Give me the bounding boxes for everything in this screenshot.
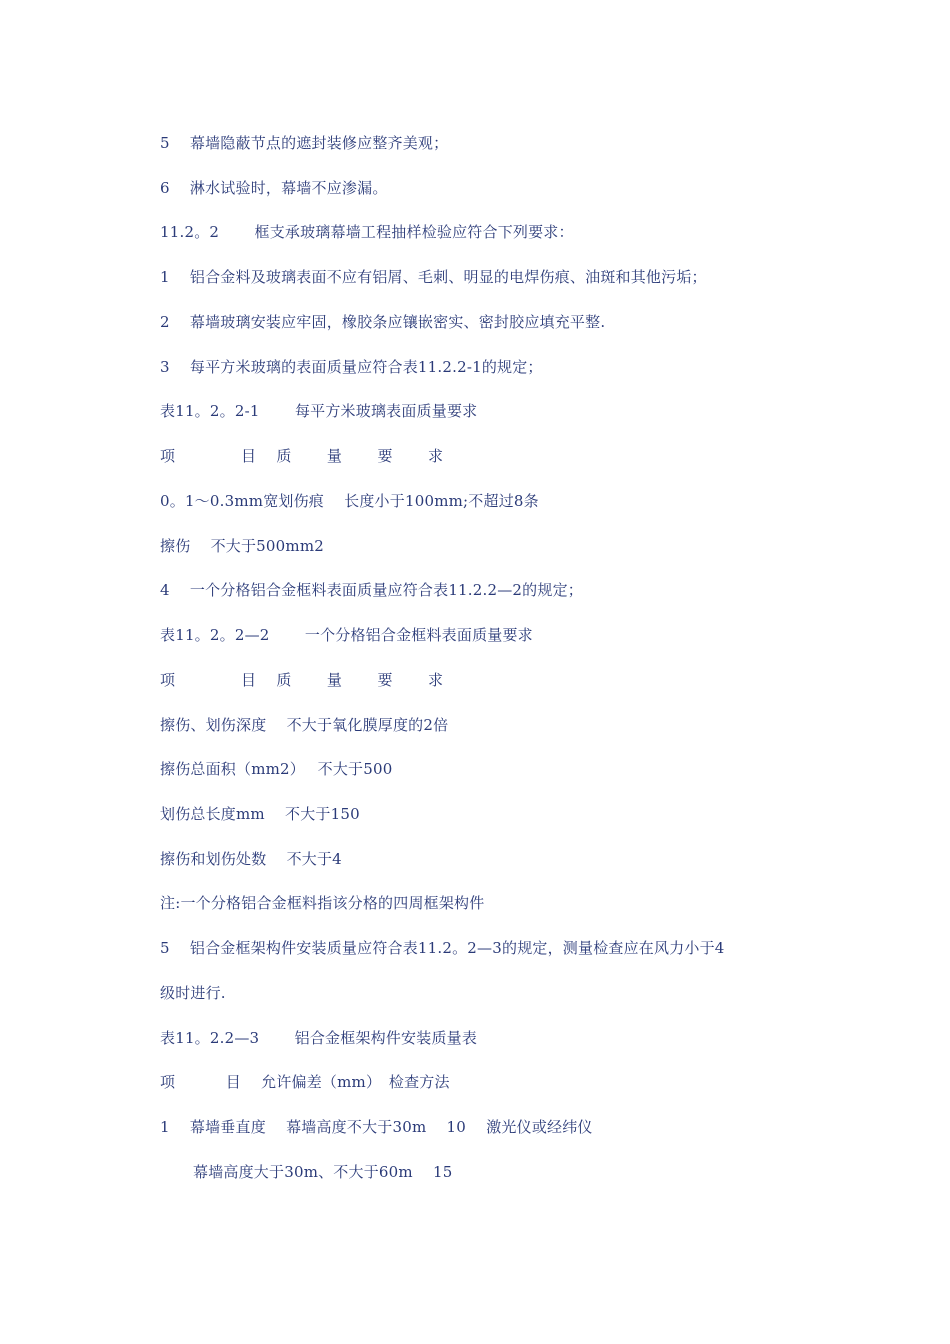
table-row: 擦伤总面积（mm2） 不大于500 xyxy=(160,760,393,778)
text-line: 2 幕墙玻璃安装应牢固，橡胶条应镶嵌密实、密封胶应填充平整. xyxy=(160,313,606,331)
table-title: 表11。2.2—3 铝合金框架构件安装质量表 xyxy=(160,1029,478,1047)
table-header: 项 目 质 量 要 求 xyxy=(160,671,444,689)
text-line: 1 铝合金料及玻璃表面不应有铝屑、毛刺、明显的电焊伤痕、油斑和其他污垢； xyxy=(160,268,707,286)
table-header: 项 目 质 量 要 求 xyxy=(160,447,444,465)
text-line: 3 每平方米玻璃的表面质量应符合表11.2.2-1的规定； xyxy=(160,358,543,376)
table-row: 0。1～0.3mm宽划伤痕 长度小于100mm;不超过8条 xyxy=(160,492,539,510)
text-line: 级时进行. xyxy=(160,984,226,1002)
table-row: 擦伤、划伤深度 不大于氧化膜厚度的2倍 xyxy=(160,716,449,734)
table-row: 擦伤和划伤处数 不大于4 xyxy=(160,850,342,868)
table-row: 划伤总长度mm 不大于150 xyxy=(160,805,360,823)
table-title: 表11。2。2-1 每平方米玻璃表面质量要求 xyxy=(160,402,478,420)
table-title: 表11。2。2—2 一个分格铝合金框料表面质量要求 xyxy=(160,626,533,644)
text-line: 5 铝合金框架构件安装质量应符合表11.2。2—3的规定，测量检查应在风力小于4 xyxy=(160,939,725,957)
table-note: 注:一个分格铝合金框料指该分格的四周框架构件 xyxy=(160,894,485,912)
text-line: 5 幕墙隐蔽节点的遮封装修应整齐美观； xyxy=(160,134,449,152)
table-row: 幕墙高度大于30m、不大于60m 15 xyxy=(193,1163,453,1181)
table-header: 项 目 允许偏差（mm） 检查方法 xyxy=(160,1073,450,1091)
text-line: 4 一个分格铝合金框料表面质量应符合表11.2.2—2的规定； xyxy=(160,581,583,599)
table-row: 1 幕墙垂直度 幕墙高度不大于30m 10 激光仪或经纬仪 xyxy=(160,1118,593,1136)
table-row: 擦伤 不大于500mm2 xyxy=(160,537,324,555)
section-heading: 11.2。2 框支承玻璃幕墙工程抽样检验应符合下列要求： xyxy=(160,223,574,241)
text-line: 6 淋水试验时，幕墙不应渗漏。 xyxy=(160,179,388,197)
